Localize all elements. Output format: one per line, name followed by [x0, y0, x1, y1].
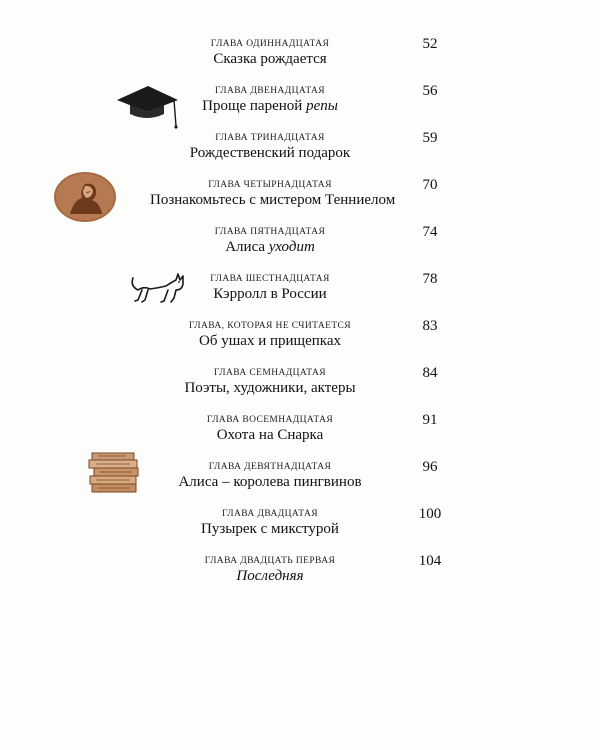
page-number: 52: [422, 36, 438, 52]
toc-entry: [150, 38, 390, 69]
chapter-label: ГЛАВА ПЯТНАДЦАТАЯ: [214, 227, 326, 237]
chapter-title: Последняя: [236, 568, 304, 584]
toc-entry: [150, 461, 390, 492]
page-number: 78: [422, 271, 438, 287]
page-number: 56: [422, 83, 438, 99]
portrait-medallion: [52, 170, 118, 224]
toc-entry: [150, 226, 390, 257]
chapter-title: Пузырек с микстурой: [201, 521, 339, 537]
toc-entry: [150, 132, 390, 163]
chapter-title: Познакомьтесь с мистером Тенниелом: [150, 192, 396, 208]
toc-entry: [150, 367, 390, 398]
chapter-title: Об ушах и прищепках: [199, 333, 341, 349]
chapter-label: ГЛАВА ВОСЕМНАДЦАТАЯ: [206, 415, 334, 425]
chapter-label: ГЛАВА ЧЕТЫРНАДЦАТАЯ: [208, 180, 332, 190]
page-number: 100: [418, 506, 442, 522]
chapter-label: ГЛАВА ШЕСТНАДЦАТАЯ: [210, 274, 330, 284]
toc-entry: [150, 179, 396, 210]
chapter-label: ГЛАВА ДВЕНАДЦАТАЯ: [214, 86, 326, 96]
page-number: 104: [418, 553, 442, 569]
mortarboard-icon: [114, 80, 184, 130]
chapter-title: Алиса уходит: [225, 239, 315, 255]
chapter-label: ГЛАВА ТРИНАДЦАТАЯ: [215, 133, 325, 143]
chapter-label: ГЛАВА СЕМНАДЦАТАЯ: [213, 368, 327, 378]
page-number: 96: [422, 459, 438, 475]
chapter-title: Сказка рождается: [213, 51, 327, 67]
page-number: 84: [422, 365, 438, 381]
toc-entry: [150, 555, 390, 586]
chapter-label: ГЛАВА, КОТОРАЯ НЕ СЧИТАЕТСЯ: [188, 321, 351, 331]
chapter-title: Охота на Снарка: [216, 427, 324, 443]
chapter-label: ГЛАВА ДВАДЦАТЬ ПЕРВАЯ: [204, 556, 336, 566]
chapter-label: ГЛАВА ОДИННАДЦАТАЯ: [210, 39, 330, 49]
chapter-title: Алиса – королева пингвинов: [178, 474, 362, 490]
chapter-label: ГЛАВА ДЕВЯТНАДЦАТАЯ: [208, 462, 332, 472]
page-number: 74: [422, 224, 438, 240]
toc-entry: [150, 508, 390, 539]
chapter-label: ГЛАВА ДВАДЦАТАЯ: [221, 509, 319, 519]
cat-icon: [128, 268, 188, 306]
toc-entry: [150, 414, 390, 445]
toc-entry: [150, 320, 390, 351]
page-number: 59: [422, 130, 438, 146]
toc-entry: [150, 85, 390, 116]
chapter-title: Рождественский подарок: [189, 145, 351, 161]
page-number: 70: [422, 177, 438, 193]
chapter-title: Поэты, художники, актеры: [184, 380, 356, 396]
chapter-title: Проще пареной репы: [202, 98, 338, 114]
page-number: 91: [422, 412, 438, 428]
books-stack-icon: [86, 449, 144, 495]
chapter-title: Кэрролл в России: [213, 286, 327, 302]
page-number: 83: [422, 318, 438, 334]
